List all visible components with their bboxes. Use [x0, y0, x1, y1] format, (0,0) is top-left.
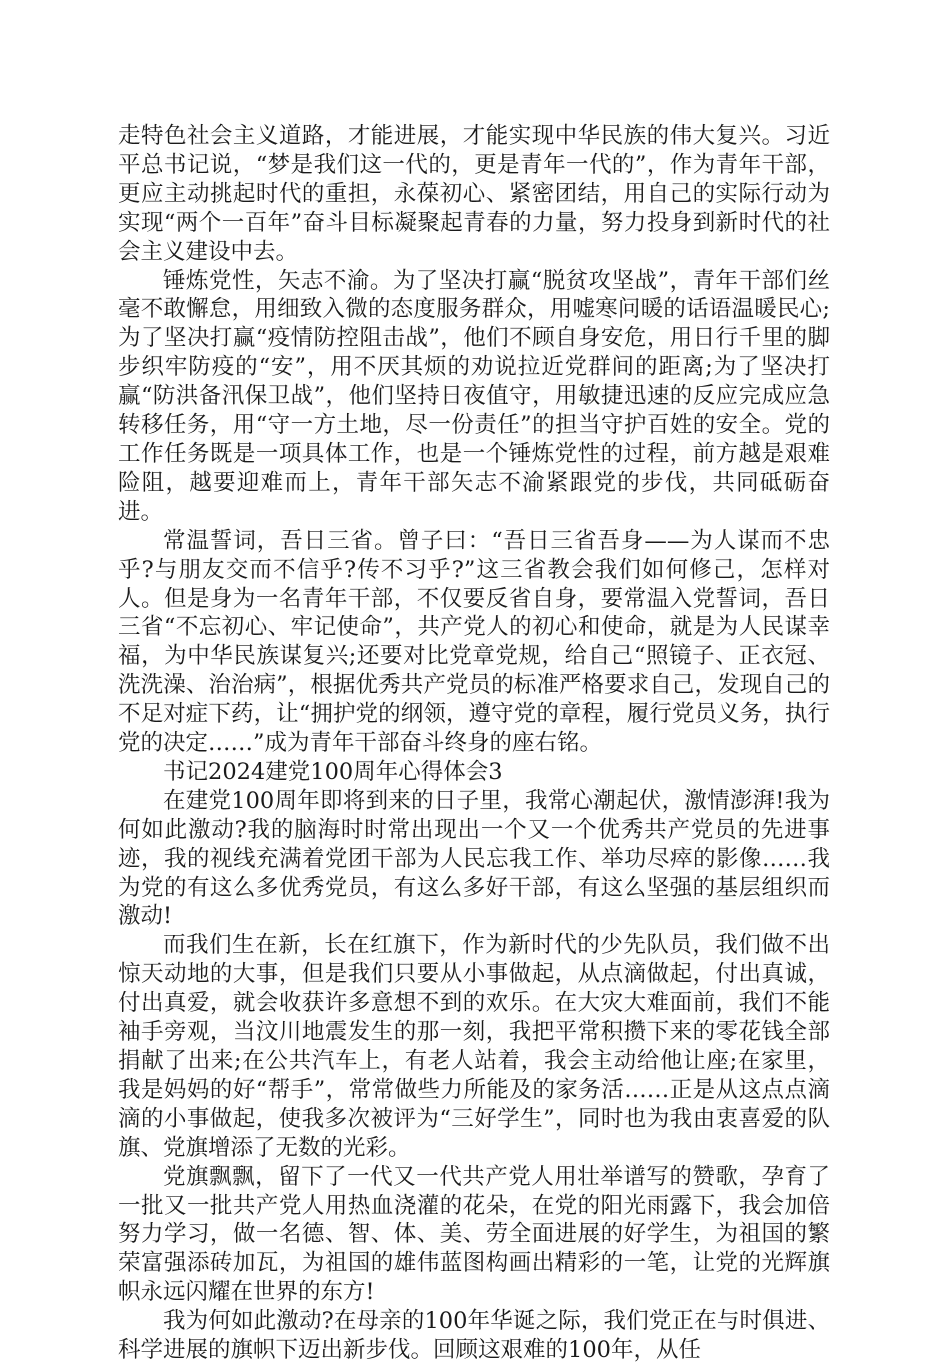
paragraph-2: 锤炼党性，矢志不渝。为了坚决打赢“脱贫攻坚战”，青年干部们丝毫不敢懈怠，用细致入微的态度服务群众，用嘘寒问暖的话语温暖民心;为了坚决打赢“疫情防控阻击战”，他们不顾自身安危，用日行千里的脚步织牢防疫的“安”，用不厌其烦的劝说拉近党群间的距离;为了坚决打赢“防洪备汛保卫战”，他们坚持日夜值守，用敏捷迅速的反应完成应急转移任务，用“守一方土地，尽一份责任”的担当守护百姓的安全。党的工作任务既是一项具体工作，也是一个锤炼党性的过程，前方越是艰难险阻，越要迎难而上，青年干部矢志不渝紧跟党的步伐，共同砥砺奋进。: [118, 267, 830, 525]
paragraph-1: 走特色社会主义道路，才能进展，才能实现中华民族的伟大复兴。习近平总书记说，“梦是我们这一代的，更是青年一代的”，作为青年干部，更应主动挑起时代的重担，永葆初心、紧密团结，用自己的实际行动为实现“两个一百年”奋斗目标凝聚起青春的力量，努力投身到新时代的社会主义建设中去。: [118, 123, 830, 265]
section-heading: 书记2024建党100周年心得体会3: [163, 758, 503, 785]
paragraph-6: 党旗飘飘，留下了一代又一代共产党人用壮举谱写的赞歌，孕育了一批又一批共产党人用热血浇灌的花朵，在党的阳光雨露下，我会加倍努力学习，做一名德、智、体、美、劳全面进展的好学生，为祖国的繁荣富强添砖加瓦，为祖国的雄伟蓝图构画出精彩的一笔，让党的光辉旗帜永远闪耀在世界的东方!: [118, 1163, 830, 1306]
paragraph-5: 而我们生在新，长在红旗下，作为新时代的少先队员，我们做不出惊天动地的大事，但是我们只要从小事做起，从点滴做起，付出真诚，付出真爱，就会收获许多意想不到的欢乐。在大灾大难面前，我们不能袖手旁观，当汶川地震发生的那一刻，我把平常积攒下来的零花钱全部捐献了出来;在公共汽车上，有老人站着，我会主动给他让座;在家里，我是妈妈的好“帮手”，常常做些力所能及的家务活……正是从这点点滴滴的小事做起，使我多次被评为“三好学生”，同时也为我由衷喜爱的队旗、党旗增添了无数的光彩。: [118, 932, 830, 1161]
paragraph-7: 我为何如此激动?在母亲的100年华诞之际，我们党正在与时俱进、科学进展的旗帜下迈出新步伐。回顾这艰难的100年，从任: [118, 1308, 830, 1364]
paragraph-4: 在建党100周年即将到来的日子里，我常心潮起伏，激情澎湃!我为何如此激动?我的脑海时时常出现出一个又一个优秀共产党员的先进事迹，我的视线充满着党团干部为人民忘我工作、举功尽瘁的影像……我为党的有这么多优秀党员，有这么多好干部，有这么坚强的基层组织而激动!: [118, 787, 830, 930]
paragraph-3: 常温誓词，吾日三省。曾子曰：“吾日三省吾身——为人谋而不忠乎?与朋友交而不信乎?传不习乎?”这三省教会我们如何修己，怎样对人。但是身为一名青年干部，不仅要反省自身，要常温入党誓词，吾日三省“不忘初心、牢记使命”，共产党人的初心和使命，就是为人民谋幸福，为中华民族谋复兴;还要对比党章党规，给自己“照镜子、正衣冠、洗洗澡、治治病”，根据优秀共产党员的标准严格要求自己，发现自己的不足对症下药，让“拥护党的纲领，遵守党的章程，履行党员义务，执行党的决定……”成为青年干部奋斗终身的座右铭。: [118, 527, 830, 757]
document-body: [118, 122, 830, 1365]
